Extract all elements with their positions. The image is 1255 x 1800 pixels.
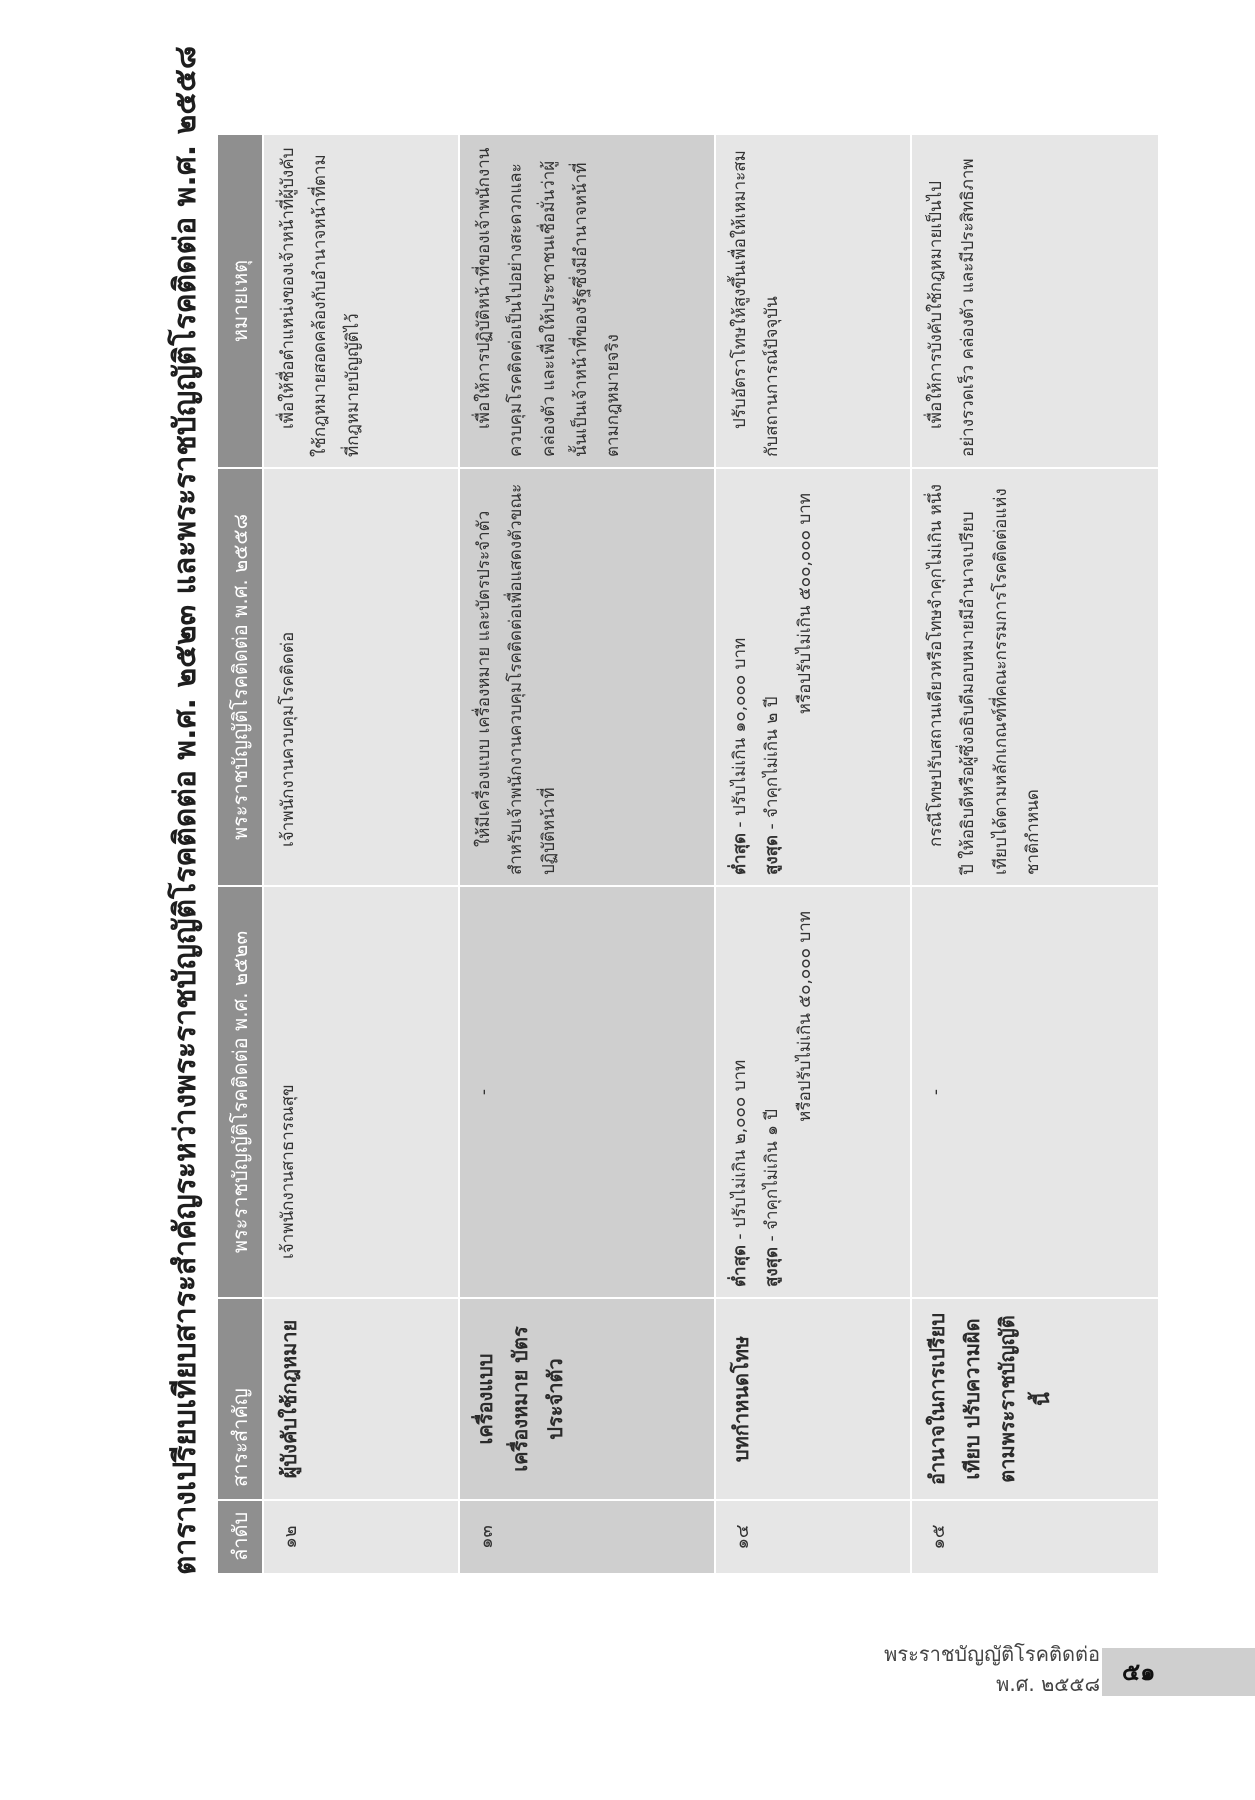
row-topic: ผู้บังคับใช้กฎหมาย: [263, 1298, 459, 1500]
row-act-2558: [263, 468, 459, 886]
penalty-max-label: สูงสุด: [762, 834, 783, 875]
row-topic: บทกำหนดโทษ: [715, 1298, 911, 1500]
row-remark-text: เพื่อให้การปฏิบัติหน้าที่ของเจ้าพนักงานควบคุมโรคติดต่อเป็นไปอย่างสะดวกและคล่องตัว และเพื่อให้ประชาชนเชื่อมั่นว่าผู้นั้นเป็นเจ้าหน้าที่ของรัฐซึ่งมีอำนาจหน้าที่ตามกฎหมายจริง: [474, 147, 624, 457]
header-order: ลำดับ: [217, 1500, 263, 1574]
table-row: [911, 134, 1159, 1574]
row-order: ๑๒: [263, 1500, 459, 1574]
row-act-2523: -: [459, 886, 715, 1298]
header-act-2558: พระราชบัญญัติโรคติดต่อ พ.ศ. ๒๕๕๘: [217, 468, 263, 886]
row-remark-text: เพื่อให้การบังคับใช้กฎหมายเป็นไปอย่างรวดเร็ว คล่องตัว และมีประสิทธิภาพ: [926, 158, 979, 457]
penalty-max-or: หรือปรับไม่เกิน ๕๐๐,๐๐๐ บาท: [794, 493, 815, 715]
header-topic: สาระสำคัญ: [217, 1298, 263, 1500]
penalty-max-text: - จำคุกไม่เกิน ๒ ปี: [762, 696, 783, 835]
row-remark-text: เพื่อให้ชื่อตำแหน่งของเจ้าหน้าที่ผู้บังคับใช้กฎหมายสอดคล้องกับอำนาจหน้าที่ตามที่กฎหมายบัญญัติไว้: [278, 147, 363, 457]
penalty-min-label: ต่ำสุด: [730, 1244, 750, 1287]
row-act-2523: [715, 886, 911, 1298]
page-number: ๕๑: [1102, 1648, 1255, 1696]
penalty-max-label: สูงสุด: [762, 1246, 783, 1287]
row-act-2523-text: เจ้าพนักงานสาธารณสุข: [278, 1084, 298, 1259]
penalty-max-text: - จำคุกไม่เกิน ๑ ปี: [762, 1108, 783, 1247]
table-row: [459, 134, 715, 1574]
row-act-2523: -: [911, 886, 1159, 1298]
penalty-min: [724, 897, 756, 1287]
penalty-min-text: - ปรับไม่เกิน ๒,๐๐๐ บาท: [730, 1059, 750, 1245]
row-order: ๑๔: [715, 1500, 911, 1574]
row-act-2558-text: ให้มีเครื่องแบบ เครื่องหมาย และบัตรประจำตัวสำหรับเจ้าพนักงานควบคุมโรคติดต่อเพื่อแสดงตัวขณะปฏิบัติหน้าที่: [474, 483, 559, 875]
row-topic: เครื่องแบบ เครื่องหมาย บัตรประจำตัว: [459, 1298, 715, 1500]
table-header-row: [217, 134, 263, 1574]
row-remark: [263, 134, 459, 468]
row-act-2558: [715, 468, 911, 886]
row-topic: อำนาจในการเปรียบเทียบ ปรับความผิดตามพระราชบัญญัตินี้: [911, 1298, 1159, 1500]
penalty-min: [724, 479, 756, 875]
row-act-2558: [459, 468, 715, 886]
table-row: [715, 134, 911, 1574]
comparison-table: [216, 133, 1160, 1575]
header-remark: หมายเหตุ: [217, 134, 263, 468]
footer-act-year: พ.ศ. ๒๕๕๘: [996, 1672, 1100, 1696]
row-order: ๑๓: [459, 1500, 715, 1574]
penalty-min-text: - ปรับไม่เกิน ๑๐,๐๐๐ บาท: [730, 637, 750, 833]
row-act-2558: [911, 468, 1159, 886]
row-order: ๑๕: [911, 1500, 1159, 1574]
penalty-max: [756, 897, 788, 1287]
rotated-page: [160, 46, 1080, 1575]
row-act-2558-text: เจ้าพนักงานควบคุมโรคติดต่อ: [278, 631, 298, 847]
header-act-2523: พระราชบัญญัติโรคติดต่อ พ.ศ. ๒๕๒๓: [217, 886, 263, 1298]
row-act-2558-text: กรณีโทษปรับสถานเดียวหรือโทษจำคุกไม่เกิน หนึ่งปี ให้อธิบดีหรือผู้ซึ่งอธิบดีมอบหมายมีอำนาจเปรียบเทียบได้ตามหลักเกณฑ์ที่คณะกรรมการโรคติดต่อแห่งชาติกำหนด: [926, 484, 1043, 875]
penalty-min-label: ต่ำสุด: [730, 832, 750, 875]
table-row: [263, 134, 459, 1574]
penalty-max-or: หรือปรับไม่เกิน ๕๐,๐๐๐ บาท: [794, 911, 815, 1122]
row-remark-text: ปรับอัตราโทษให้สูงขึ้นเพื่อให้เหมาะสมกับสถานการณ์ปัจจุบัน: [730, 150, 783, 457]
row-remark: [715, 134, 911, 468]
footer-act-name: พระราชบัญญัติโรคติดต่อ: [884, 1642, 1100, 1666]
penalty-max: [756, 479, 788, 875]
row-act-2523: [263, 886, 459, 1298]
page-title: ตารางเปรียบเทียบสาระสำคัญระหว่างพระราชบัญญัติโรคติดต่อ พ.ศ. ๒๕๒๓ และพระราชบัญญัติโรคติดต่อ พ.ศ. ๒๕๕๘: [168, 46, 203, 1575]
row-remark: [911, 134, 1159, 468]
row-remark: [459, 134, 715, 468]
